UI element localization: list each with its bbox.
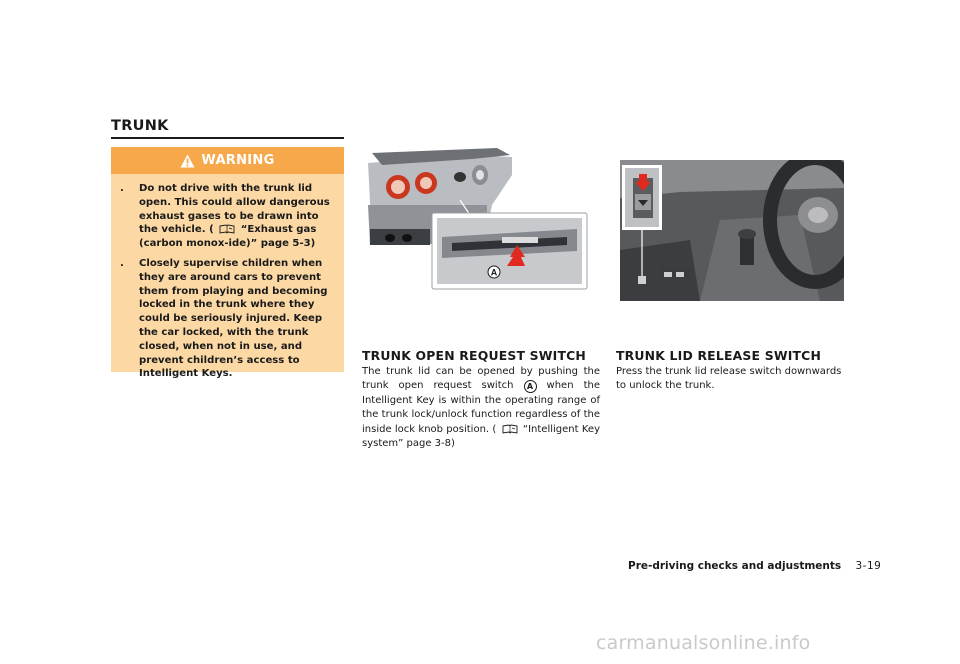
bullet: . (120, 257, 124, 269)
chapter-title: Pre-driving checks and adjustments (628, 560, 842, 572)
warning-item (111, 257, 344, 381)
trunk-open-switch-illustration (362, 145, 589, 302)
bullet: . (120, 183, 124, 194)
trunk-open-heading: TRUNK OPEN REQUEST SWITCH (362, 348, 586, 363)
figure-callout: A (490, 267, 498, 278)
warning-item-text: Do not drive with the trunk lid open. This could allow dangerous exhaust gases to be drawn into the vehicle. ( (139, 183, 330, 236)
page-footer (628, 560, 881, 572)
warning-item-ref: “Exhaust gas (carbon monox-ide)” page 5-3) (139, 224, 317, 250)
warning-title: WARNING (201, 153, 275, 168)
trunk-release-switch-illustration (620, 160, 844, 301)
section-title: TRUNK (111, 118, 169, 134)
trunk-open-text-cont: when the Intelligent Key is within the operating range of the trunk lock/unlock function regardless of the inside lock knob position. ( (362, 380, 600, 435)
watermark: carmanualsonline.info (596, 632, 811, 654)
trunk-open-ref: “Intelligent Key system” page 3-8) (362, 423, 600, 450)
trunk-release-heading: TRUNK LID RELEASE SWITCH (616, 348, 822, 363)
warning-list (111, 182, 344, 387)
warning-header (111, 147, 344, 174)
page-number: 3-19 (855, 560, 882, 572)
reference-book-icon (219, 224, 235, 234)
trunk-open-text: The trunk lid can be opened by pushing the trunk open request switch (362, 366, 600, 392)
warning-icon (180, 154, 195, 168)
reference-book-icon (502, 424, 518, 434)
warning-box (111, 147, 344, 380)
trunk-release-paragraph: Press the trunk lid release switch downwards to unlock the trunk. (616, 366, 842, 392)
callout-marker: A (524, 380, 537, 393)
warning-item-text: Closely supervise children when they are around cars to prevent them from playing and becoming locked in the trunk where they could be seriously injured. Keep the car locked, with the trunk closed, when not in use, and prevent children’s access to Intelligent Keys. (139, 257, 328, 380)
warning-item (111, 182, 344, 251)
trunk-open-paragraph (362, 365, 600, 451)
section-rule (111, 137, 344, 139)
